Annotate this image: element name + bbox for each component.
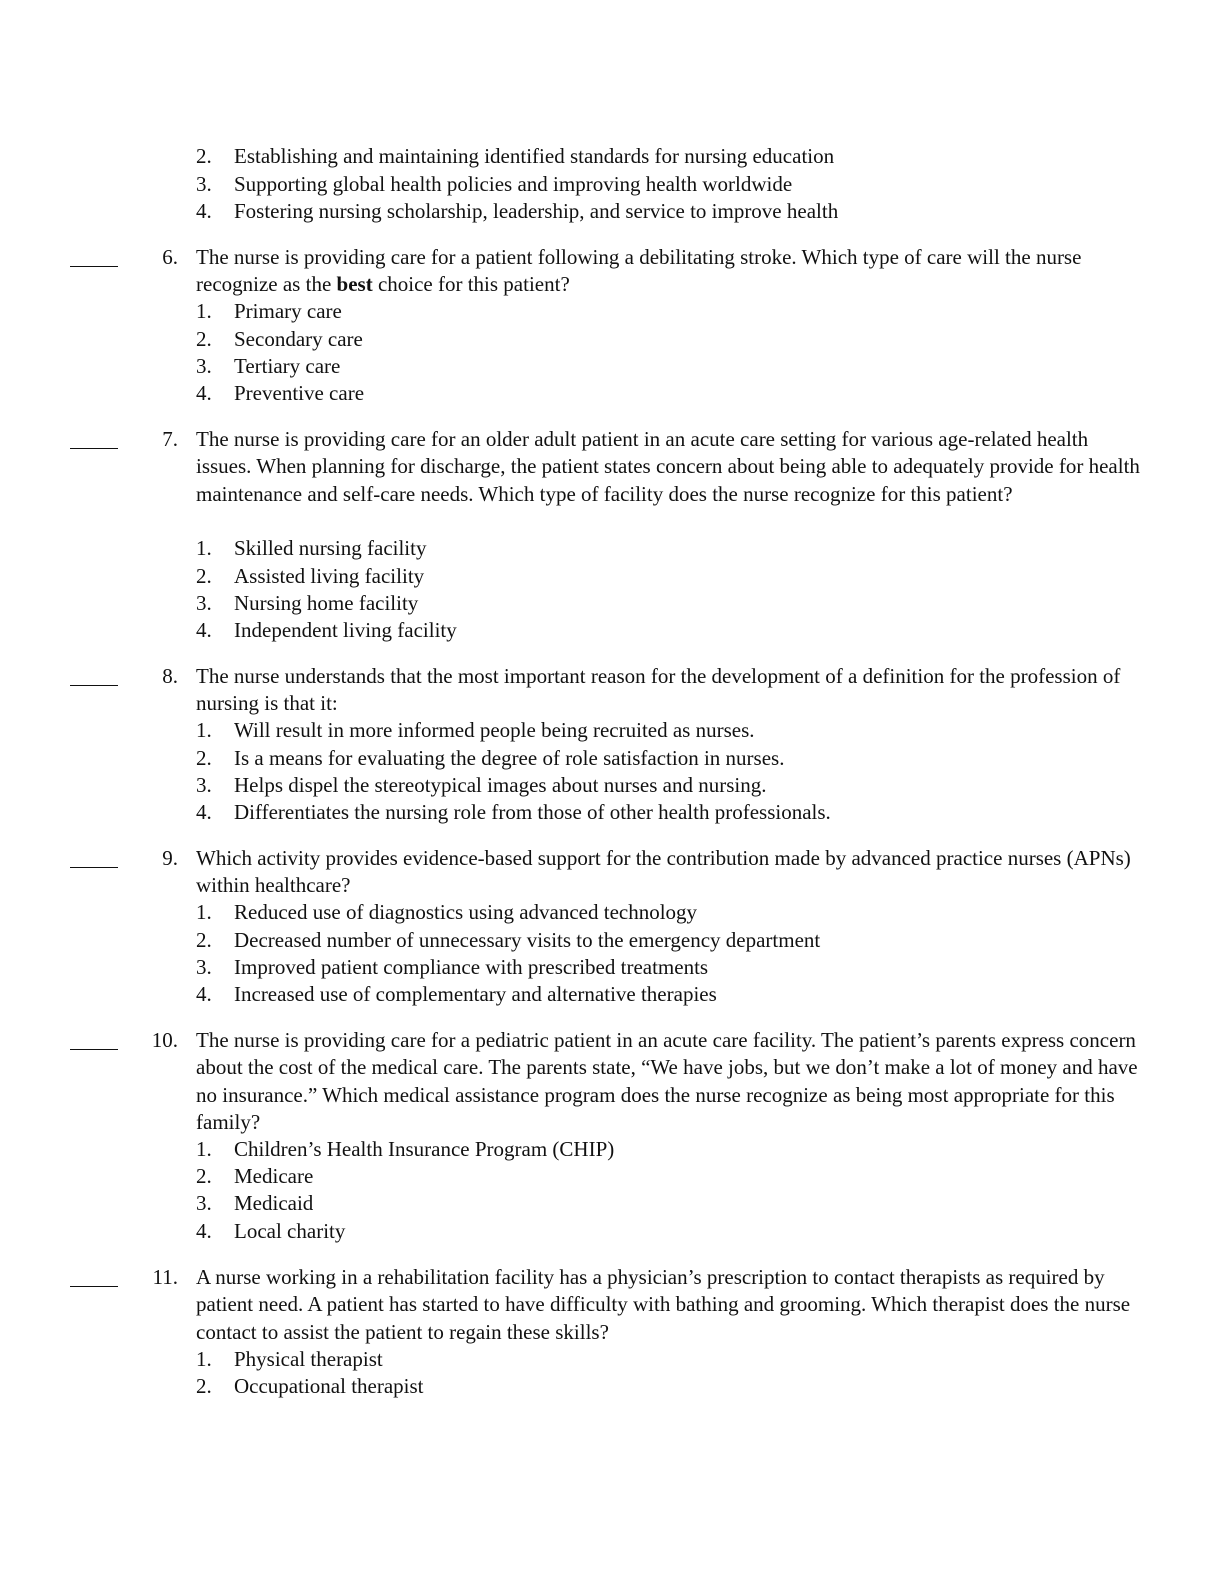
option-item: 4. Differentiates the nursing role from those of other health professionals. [196,800,831,824]
option-item [196,198,838,225]
answer-blank[interactable] [70,1049,118,1050]
option-item: 1. Children’s Health Insurance Program (CHIP) [196,1137,615,1161]
option-item: 3. Improved patient compliance with prescribed treatments [196,955,709,979]
option-item: 2. Assisted living facility [196,564,425,588]
option-item: 2. Is a means for evaluating the degree of role satisfaction in nurses. [196,746,785,770]
question-text: The nurse is providing care for a patient following a debilitating stroke. Which type of care will the nurse recognize as the best choice for this patient? [196,245,1082,297]
option-item [196,171,792,198]
question-text: A nurse working in a rehabilitation facility has a physician’s prescription to contact therapists as required by patient need. A patient has started to have difficulty with bathing and grooming. Which therapist does the nurse contact to assist the patient to regain these skills? [196,1265,1131,1344]
option-text: Supporting global health policies and improving health worldwide [234,172,793,196]
question-number: 10. [151,1028,178,1052]
answer-blank[interactable] [70,1286,118,1287]
option-item: 2. Secondary care [196,327,363,351]
option-item: 2. Occupational therapist [196,1374,424,1398]
option-number: 3. [196,172,212,196]
question-number: 7. [162,427,178,451]
option-number: 4. [196,199,212,223]
option-number: 2. [196,144,212,168]
question-number: 11. [152,1265,178,1289]
question-text: The nurse is providing care for a pediatric patient in an acute care facility. The patient’s parents express concern about the cost of the medical care. The parents state, “We have jobs, but we don’t make a lot of money and have no insurance.” Which medical assistance program does the nurse recognize as being most appropriate for this family? [196,1028,1138,1134]
option-item: 1. Physical therapist [196,1347,383,1371]
option-item: 1. Reduced use of diagnostics using advanced technology [196,900,698,924]
question-text: Which activity provides evidence-based support for the contribution made by advanced practice nurses (APNs) within healthcare? [196,846,1131,898]
emphasis-text: best [336,272,373,297]
question-number: 8. [162,664,178,688]
option-item: 3. Tertiary care [196,354,341,378]
option-item: 2. Decreased number of unnecessary visits to the emergency department [196,928,821,952]
option-item: 1. Will result in more informed people being recruited as nurses. [196,718,755,742]
option-item: 3. Nursing home facility [196,591,419,615]
option-text: Establishing and maintaining identified standards for nursing education [234,144,835,168]
option-item: 4. Increased use of complementary and alternative therapies [196,982,717,1006]
option-item: 4. Local charity [196,1219,346,1243]
option-item: 1. Primary care [196,299,342,323]
option-item: 2. Medicare [196,1164,314,1188]
question-number: 9. [162,846,178,870]
option-item: 4. Preventive care [196,381,365,405]
answer-blank[interactable] [70,867,118,868]
answer-blank[interactable] [70,266,118,267]
option-item [196,143,834,170]
question-text: The nurse is providing care for an older adult patient in an acute care setting for various age-related health issues. When planning for discharge, the patient states concern about being able to adequately provide for health maintenance and self-care needs. Which type of facility does the nurse recognize for this patient? [196,427,1140,506]
option-item: 3. Helps dispel the stereotypical images about nurses and nursing. [196,773,767,797]
option-item: 1. Skilled nursing facility [196,536,427,560]
option-item: 4. Independent living facility [196,618,457,642]
question-text: The nurse understands that the most important reason for the development of a definition for the profession of nursing is that it: [196,664,1121,716]
answer-blank[interactable] [70,685,118,686]
option-item: 3. Medicaid [196,1191,314,1215]
option-text: Fostering nursing scholarship, leadership, and service to improve health [234,199,839,223]
answer-blank[interactable] [70,448,118,449]
question-number: 6. [162,245,178,269]
